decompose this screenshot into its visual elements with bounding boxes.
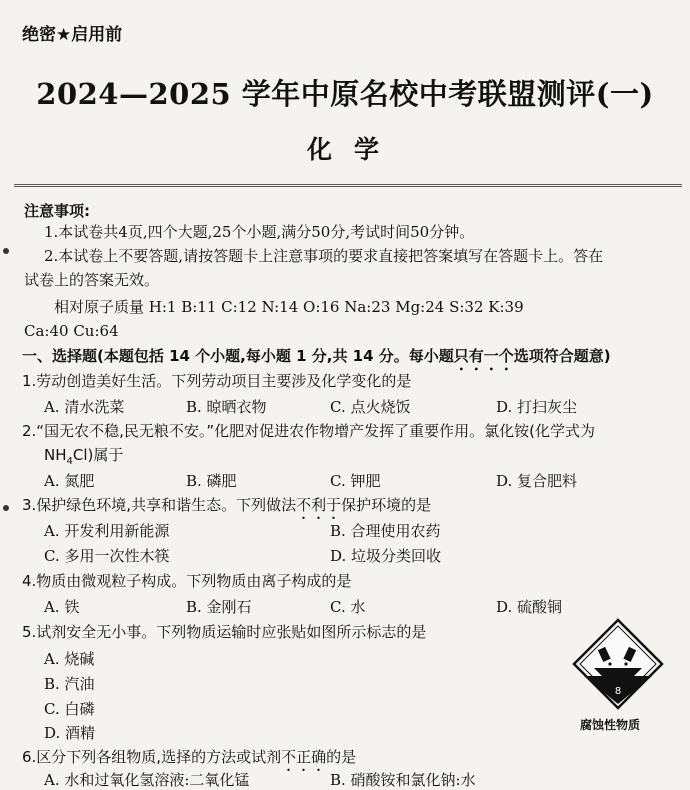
question-6-stem-post: 的是	[326, 748, 357, 766]
corrosive-hazard-icon	[572, 618, 664, 710]
question-5-option-b: B. 汽油	[44, 675, 95, 693]
question-4-option-b: B. 金刚石	[186, 598, 252, 616]
question-1-option-b: B. 晾晒衣物	[186, 398, 267, 416]
note-item-2: 2.本试卷上不要答题,请按答题卡上注意事项的要求直接把答案填写在答题卡上。答在	[44, 247, 604, 265]
atomic-mass-line-2: Ca:40 Cu:64	[24, 322, 119, 340]
question-3-option-c: C. 多用一次性木筷	[44, 547, 170, 565]
question-3-stem-pre: 3.保护绿色环境,共享和谐生态。下列做法	[22, 496, 297, 514]
question-3-option-d: D. 垃圾分类回收	[330, 547, 442, 565]
question-1-option-d: D. 打扫灰尘	[496, 398, 578, 416]
corrosion-surface-icon	[594, 668, 642, 676]
question-6-stem-pre: 6.区分下列各组物质,选择的方法或试剂	[22, 748, 282, 766]
note-item-2-cont: 试卷上的答案无效。	[24, 271, 160, 289]
divider	[14, 186, 682, 187]
question-4-option-a: A. 铁	[44, 598, 80, 616]
question-5-stem: 5.试剂安全无小事。下列物质运输时应张贴如图所示标志的是	[22, 623, 427, 641]
question-2-option-a: A. 氮肥	[44, 472, 95, 490]
question-4-option-d: D. 硫酸铜	[496, 598, 563, 616]
exam-title: 2024—2025 学年中原名校中考联盟测评(一)	[36, 77, 654, 111]
atomic-mass-line: 相对原子质量 H:1 B:11 C:12 N:14 O:16 Na:23 Mg:24 S:32 K:39	[54, 298, 524, 316]
divider	[14, 184, 682, 185]
section-heading-emphasis: 只有一个	[453, 347, 514, 365]
question-5-option-a: A. 烧碱	[44, 650, 95, 668]
question-4-option-c: C. 水	[330, 598, 366, 616]
formula-nh: NH	[44, 446, 67, 464]
hazard-class-number: 8	[614, 686, 622, 697]
question-6-option-a: A. 水和过氧化氢溶液:二氧化锰	[44, 771, 250, 789]
formula-subscript: 4	[66, 456, 73, 467]
question-2-stem: 2.“国无农不稳,民无粮不安。”化肥对促进农作物增产发挥了重要作用。氯化铵(化学式为	[22, 422, 595, 440]
formula-rest: Cl)属于	[72, 446, 124, 464]
question-3-stem	[22, 494, 431, 523]
question-2-option-d: D. 复合肥料	[496, 472, 578, 490]
question-5-option-c: C. 白磷	[44, 700, 95, 718]
question-3-option-a: A. 开发利用新能源	[44, 522, 170, 540]
question-3-option-b: B. 合理使用农药	[330, 522, 441, 540]
section-heading-pre: 一、选择题(本题包括 14 个小题,每小题 1 分,共 14 分。每小题	[22, 347, 454, 365]
question-6-emphasis: 不正确	[281, 748, 327, 766]
secret-label: 绝密★启用前	[22, 25, 123, 45]
notes-heading: 注意事项:	[24, 202, 90, 220]
question-1-option-c: C. 点火烧饭	[330, 398, 411, 416]
question-4-stem: 4.物质由微观粒子构成。下列物质由离子构成的是	[22, 572, 352, 590]
section-heading-post: 选项符合题意)	[513, 347, 611, 365]
question-2-option-b: B. 磷肥	[186, 472, 237, 490]
hazard-label: 腐蚀性物质	[580, 718, 641, 732]
question-1-stem: 1.劳动创造美好生活。下列劳动项目主要涉及化学变化的是	[22, 372, 412, 390]
question-3-emphasis: 不利于	[296, 496, 342, 514]
subject-title: 化学	[306, 135, 401, 164]
question-6-option-b: B. 硝酸铵和氯化钠:水	[330, 771, 476, 789]
binding-hole	[3, 248, 9, 254]
question-3-stem-post: 保护环境的是	[341, 496, 432, 514]
question-5-option-d: D. 酒精	[44, 724, 96, 742]
question-1-option-a: A. 清水洗菜	[44, 398, 125, 416]
question-2-option-c: C. 钾肥	[330, 472, 381, 490]
binding-hole	[3, 505, 9, 511]
question-2-stem-cont	[44, 444, 123, 467]
note-item-1: 1.本试卷共4页,四个大题,25个小题,满分50分,考试时间50分钟。	[44, 223, 475, 241]
